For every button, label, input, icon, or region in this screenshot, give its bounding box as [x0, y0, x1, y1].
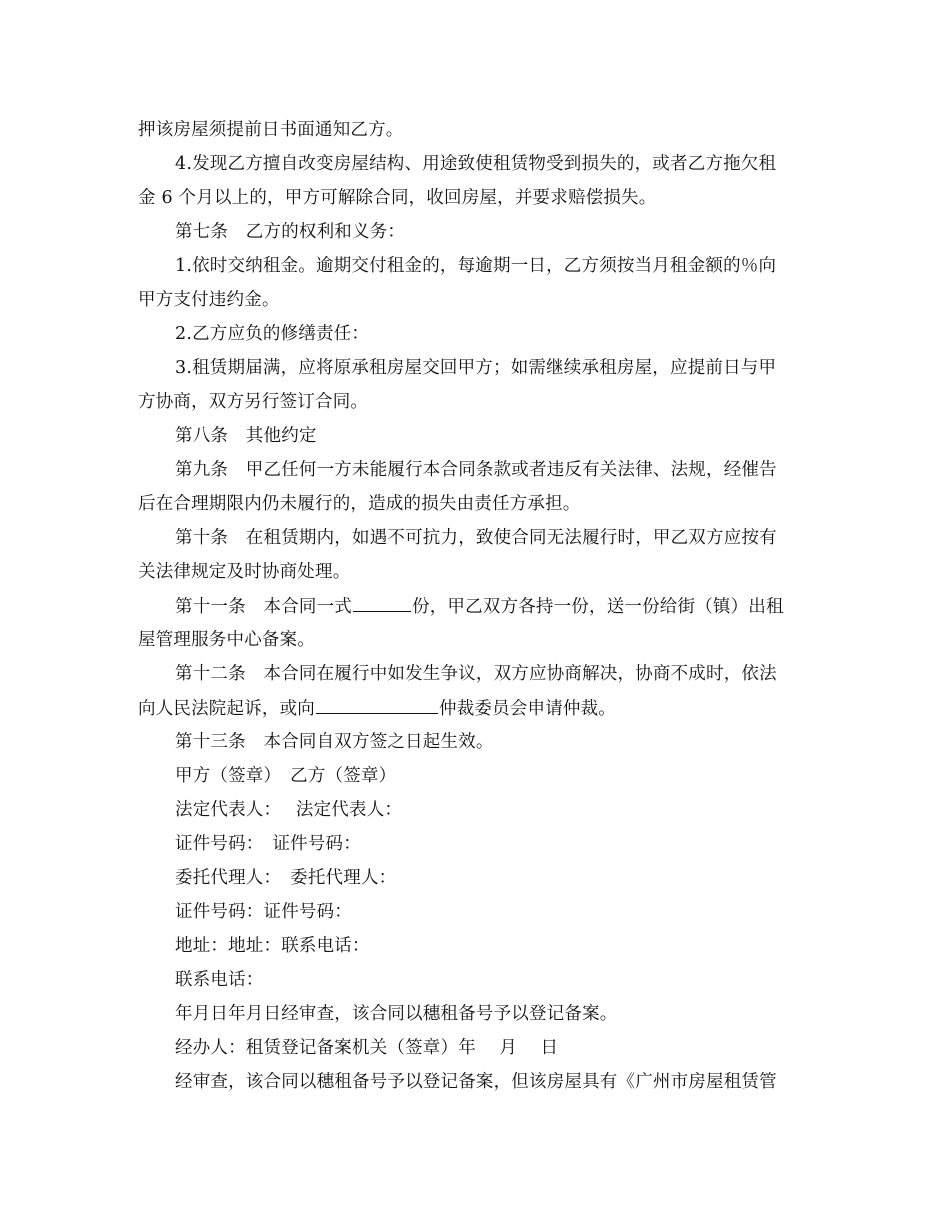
document-line: 第十二条 本合同在履行中如发生争议，双方应协商解决，协商不成时，依法	[175, 664, 777, 684]
line-segment: 向人民法院起诉，或向	[138, 699, 315, 719]
document-line: 法定代表人： 法定代表人：	[175, 800, 403, 820]
fill-in-blank	[316, 691, 438, 714]
document-line: 第九条 甲乙任何一方未能履行本合同条款或者违反有关法律、法规，经催告	[175, 460, 777, 480]
document-line: 第十三条 本合同自双方签之日起生效。	[175, 732, 494, 752]
document-line: 3.租赁期届满，应将原承租房屋交回甲方；如需继续承租房屋，应提前日与甲	[175, 358, 777, 378]
document-line: 2.乙方应负的修缮责任：	[175, 324, 370, 344]
line-segment: 第十一条 本合同一式	[175, 597, 352, 617]
document-line: 屋管理服务中心备案。	[138, 630, 315, 650]
document-page	[138, 113, 816, 1099]
document-line: 证件号码：证件号码：	[175, 902, 352, 922]
document-line: 方协商，双方另行签订合同。	[138, 392, 369, 412]
document-line: 经办人：租赁登记备案机关（签章）年 月 日	[175, 1038, 559, 1058]
document-line: 证件号码： 证件号码：	[175, 834, 361, 854]
document-line: 年月日年月日经审查，该合同以穗租备号予以登记备案。	[175, 1004, 618, 1024]
document-line: 经审查，该合同以穗租备号予以登记备案，但该房屋具有《广州市房屋租赁管	[175, 1072, 777, 1092]
document-line: 第七条 乙方的权利和义务：	[175, 222, 406, 242]
document-line: 委托代理人： 委托代理人：	[175, 868, 397, 888]
document-line: 关法律规定及时协商处理。	[138, 562, 351, 582]
document-line: 金 6 个月以上的，甲方可解除合同，收回房屋，并要求赔偿损失。	[138, 188, 657, 208]
fill-in-blank	[353, 589, 411, 612]
document-line	[138, 589, 816, 623]
document-line: 联系电话：	[175, 970, 264, 990]
line-segment: 份，甲乙双方各持一份，送一份给街（镇）出租	[412, 597, 784, 617]
document-line	[138, 691, 816, 725]
document-line: 第八条 其他约定	[175, 426, 317, 446]
line-segment: 仲裁委员会申请仲裁。	[439, 699, 616, 719]
document-line: 第十条 在租赁期内，如遇不可抗力，致使合同无法履行时，甲乙双方应按有	[175, 528, 777, 548]
document-line: 押该房屋须提前日书面通知乙方。	[138, 120, 404, 140]
document-line: 1.依时交纳租金。逾期交付租金的，每逾期一日，乙方须按当月租金额的％向	[175, 256, 777, 276]
document-line: 4.发现乙方擅自改变房屋结构、用途致使租赁物受到损失的，或者乙方拖欠租	[175, 154, 777, 174]
document-line: 甲方（签章） 乙方（签章）	[175, 766, 397, 786]
document-line: 地址：地址：联系电话：	[175, 936, 370, 956]
document-line: 后在合理期限内仍未履行的，造成的损失由责任方承担。	[138, 494, 581, 514]
document-line: 甲方支付违约金。	[138, 290, 280, 310]
